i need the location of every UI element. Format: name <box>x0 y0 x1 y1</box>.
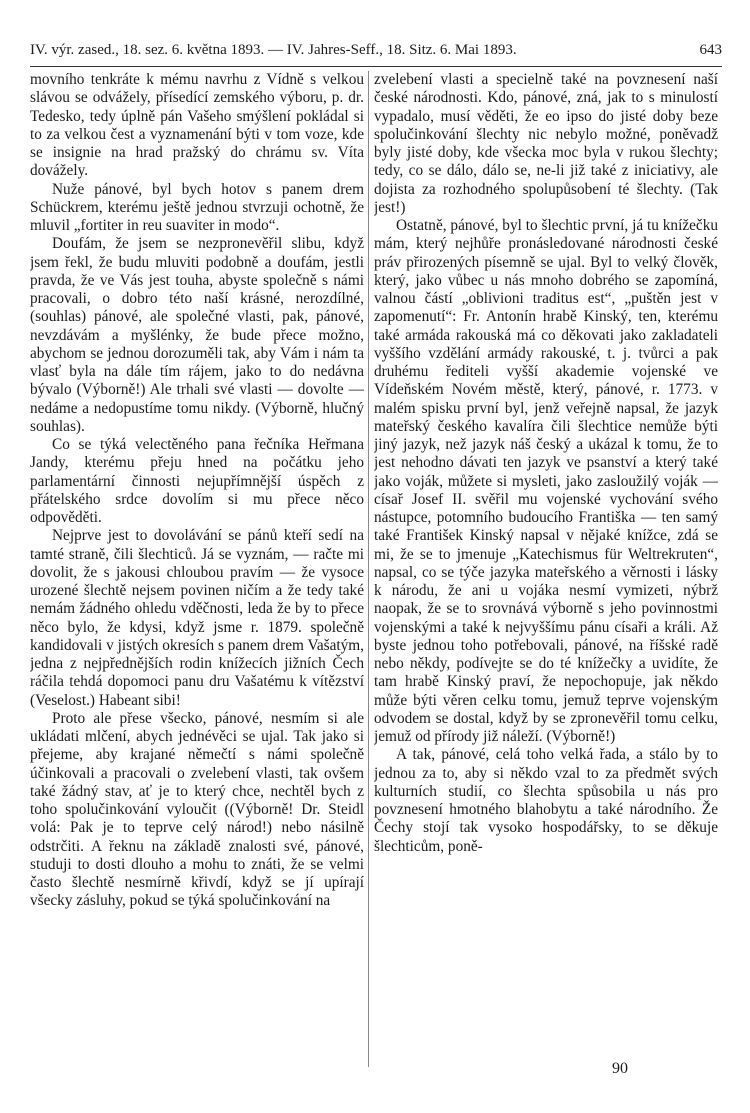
left-paragraph-6: Proto ale přese všecko, pánové, nesmím si ale ukládati mlčení, abych jednévěci se ujal. Tak jako si přejeme, aby krajané němečtí s námi společně účinkovali a pracovali o zvelebení vlasti, tak ovšem také žádný stav, ať je to který chce, nechtěl bych z toho spolučinkování vyloučit ((Výborně! Dr. Steidl volá: Pak je to teprve celý národ!) nebo násilně odstrčiti. A řeknu na základě znalosti své, pánové, studuji to dosti dlouho a mohu to znáti, že se velmi často šlechtě nesmírně křivdí, když se jí upírají všecky zásluhy, pokud se týká spolučinkování na <box>30 709 364 910</box>
left-column <box>30 71 364 1071</box>
right-column <box>374 71 718 1051</box>
left-paragraph-1: movního tenkráte k mému navrhu z Vídně s velkou slávou se odvážely, přísedící zemského výboru, p. dr. Tedesko, tedy úplně pán Vašeho smýšlení pokládal si to za velkou čest a vyznamenání býti v tom voze, kde se insignie na hrad pražský do chrámu sv. Víta dovážely. <box>30 71 364 180</box>
column-divider <box>368 71 369 1067</box>
left-paragraph-4: Co se týká velectěného pana řečníka Heřmana Jandy, kterému přeju hned na počátku jeho parlamentární činnosti nejupřímnější úspěch z přátelského srdce dovolím si mu přece něco odpověděti. <box>30 436 364 526</box>
signature-mark: 90 <box>612 1060 628 1077</box>
left-paragraph-2: Nuže pánové, byl bych hotov s panem drem Schückrem, kterému ještě jednou stvrzuji ochotně, že mluvil „fortiter in reu suaviter in modo“. <box>30 180 364 234</box>
right-paragraph-2: Ostatně, pánové, byl to šlechtic první, já tu knížečku mám, který nejhůře pronásledované národnosti české práv přirozených písemně se ujal. Byl to velký člověk, který, jako vůbec u nás mnoho dobrého se zapomíná, valnou částí „oblivioni traditus est“, „puštěn jest v zapomenutí“: Fr. Antonín hrabě Kinský, ten, kterému také armáda rakouská má co děkovati jako zakladateli vyššího vzdělání armády rakouské, t. j. tvůrci a pak druhému řediteli vyšší akademie vojenské ve Vídeňském Novém městě, který, pánové, r. 1773. v malém spisku první byl, jenž veřejně napsal, že jazyk mateřský českého kavalíra čili šlechtice nemůže býti jiný jazyk, než jazyk náš český a ukázal k tomu, že to jest nehodno dávati ten jazyk ve psanství a který také jako voják, můžete si mysleti, jako zasloužilý voják — císař Josef II. svěřil mu vojenské vychování svého nástupce, potomního budoucího Františka — ten samý také František Kinský napsal v nějaké knížce, zdá se mi, že se to jmenuje „Katechismus für Weltrekruten“, napsal, co se týče jazyka mateřského a věrnosti i lásky k národu, že ani u vojáka nesmí vymizeti, nýbrž naopak, že se to srovnává výborně s jeho povinnostmi vojenskými a také k nejvyššímu pánu císaři a králi. Až byste jednou toho potřebovali, pánové, na říšské radě nebo někdy, podívejte se do té knížečky a uvidíte, že tam hrabě Kinský praví, že nepochopuje, jak někdo může býti věren celku tomu, jemuž teprve vojenským odvodem se dostal, když by se zpronevěřil tomu celku, jemuž od přírody již náleží. (Výborně!) <box>374 217 718 745</box>
running-title: IV. výr. zased., 18. sez. 6. května 1893. — IV. Jahres-Seff., 18. Sitz. 6. Mai 1893. <box>30 42 517 58</box>
right-paragraph-1: zvelebení vlasti a specielně také na povznesení naší české národnosti. Kdo, pánové, zná, jak to s minulostí vypadalo, musí věděti, že eo ipso do jisté doby beze spolučinkování šlechty nic nebylo možné, poněvadž byly jisté doby, kde všecka moc byla v rukou šlechty; tedy, co se dálo, dálo se, ne-li již také z iniciativy, ale dojista za rozhodného spolupůsobení té šlechty. (Tak jest!) <box>374 71 718 216</box>
left-paragraph-5: Nejprve jest to dovolávání se pánů kteří sedí na tamté straně, čili šlechticů. Já se vyznám, — račte mi dovolit, že s jakousi chloubou pravím — že vysoce urozené šlechtě nejsem povinen ničím a že tedy také nemám žádného ohledu vděčnosti, leda že by to přece něco bylo, že kdysi, když jsme r. 1879. společně kandidovali v jistých okresích s panem drem Vašatým, jedna z nejpřednějších rodin knížecích jižních Čech ráčila tehdá dopomoci panu dru Vašatému k vítězství (Veselost.) Habeant sibi! <box>30 527 364 709</box>
page-number: 643 <box>699 42 722 58</box>
left-paragraph-3: Doufám, že jsem se nezpronevěřil slibu, když jsem řekl, že budu mluviti podobně a doufám, jestli pravda, že ve Vás jest touha, abyste společně s námi pracovali, o dobro této naší krásné, nerozdílné, (souhlas) pánové, ale společné vlasti, pak, pánové, nevzdávám a myšlénky, že bude přece možno, abychom se jednou dorozuměli tak, aby Vám i nám ta vlasť byla na dále tím rájem, jako to do nedávna bývalo (Výborně!) Ale trhali své vlasti — dovolte — nedáme a nedopustíme tomu nikdy. (Výborně, hlučný souhlas). <box>30 235 364 435</box>
running-header <box>30 40 722 67</box>
right-paragraph-3: A tak, pánové, celá toho velká řada, a stálo by to jednou za to, aby si někdo vzal to za předmět svých kulturních studií, co šlechta spůsobila u nás pro povznesení hmotného blahobytu a také národního. Že Čechy stojí tak vysoko hospodářsky, to se děkuje šlechticům, poně- <box>374 746 718 855</box>
